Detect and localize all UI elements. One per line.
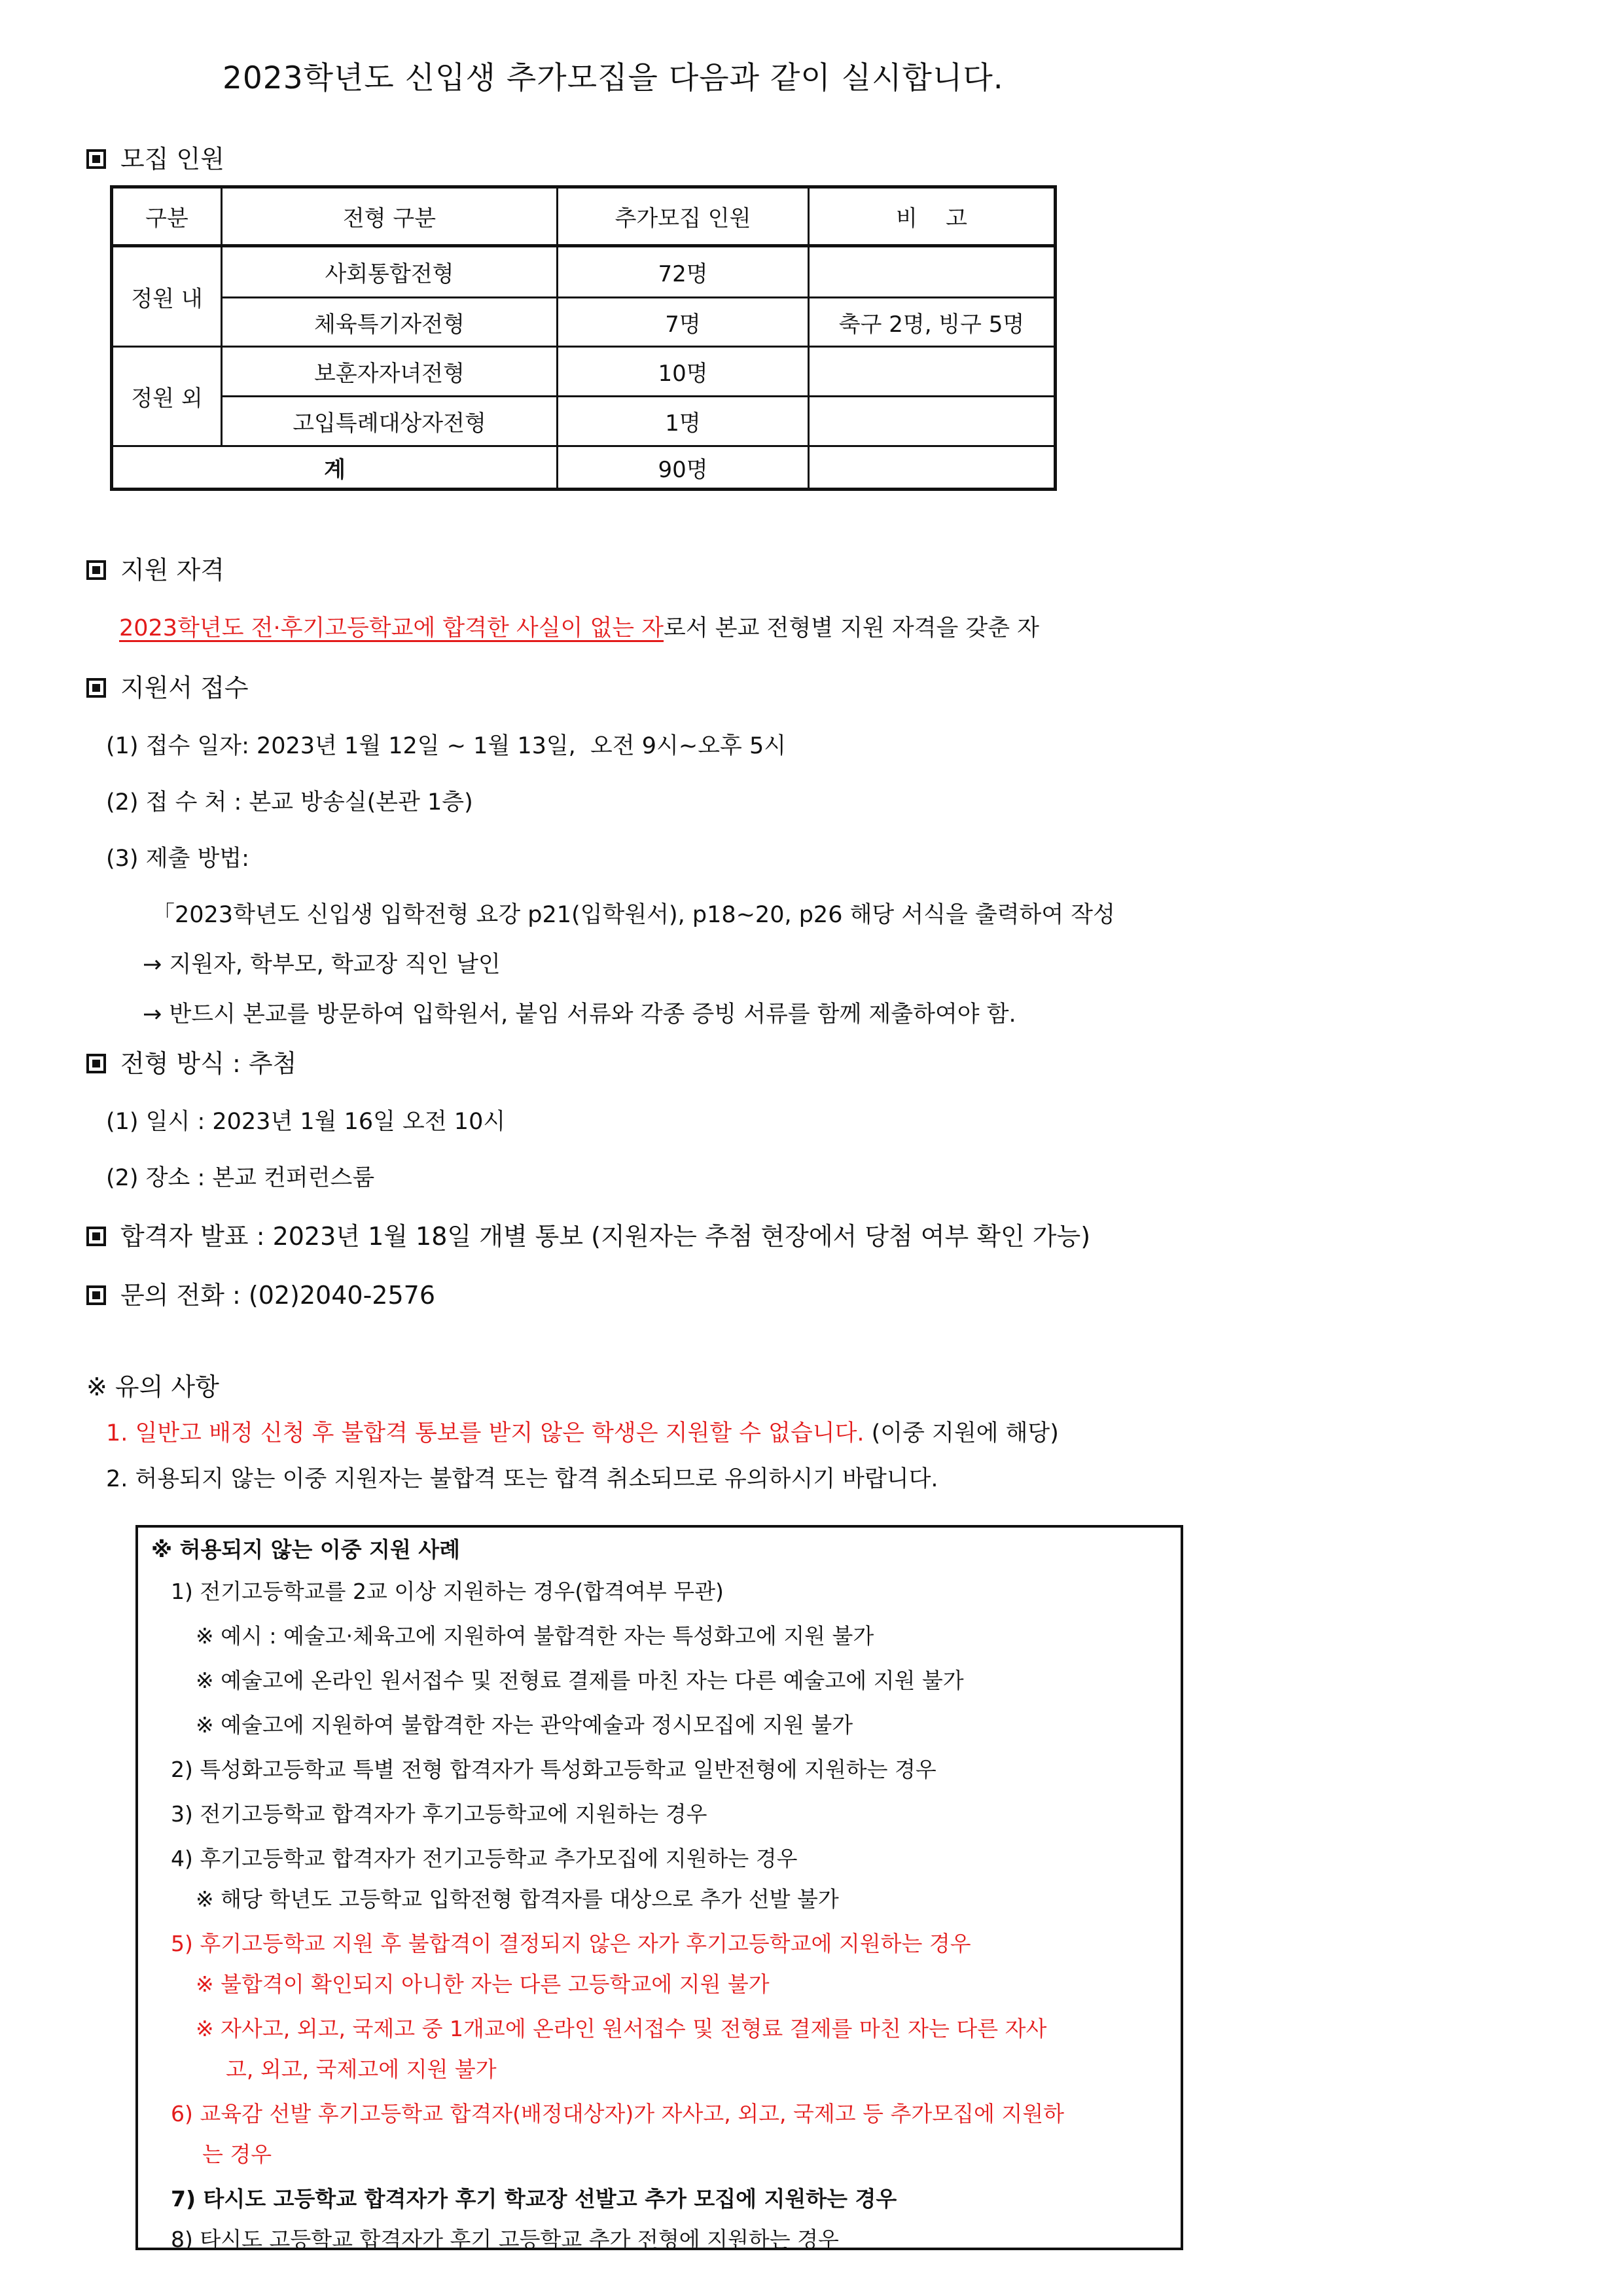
case-item: 3) 전기고등학교 합격자가 후기고등학교에 지원하는 경우 <box>171 1801 707 1827</box>
section-contact <box>86 1275 435 1311</box>
qualification-rest: 로서 본교 전형별 지원 자격을 갖춘 자 <box>664 615 1039 641</box>
table-cell: 7명 <box>665 311 701 338</box>
case-subitem: ※ 해당 학년도 고등학교 입학전형 합격자를 대상으로 추가 선발 불가 <box>196 1886 839 1912</box>
table-cell <box>810 247 1054 296</box>
group-cell-in: 정원 내 <box>131 285 203 312</box>
table-cell: 사회통합전형 <box>325 261 454 287</box>
method-item: (2) 장소 : 본교 컨퍼런스룸 <box>106 1165 375 1191</box>
table-header-cell: 구분 <box>145 206 188 232</box>
application-item: (2) 접 수 처 : 본교 방송실(본관 1층) <box>106 789 473 816</box>
total-label: 계 <box>324 456 346 483</box>
section-method <box>86 1043 296 1079</box>
square-bullet-icon <box>86 560 106 580</box>
table-cell: 10명 <box>658 361 708 387</box>
group-cell-out: 정원 외 <box>131 386 203 412</box>
square-bullet-icon <box>86 1285 106 1305</box>
case-subitem: ※ 자사고, 외고, 국제고 중 1개교에 온라인 원서접수 및 전형료 결제를 마친 자는 다른 자사 <box>196 2016 1047 2041</box>
square-bullet-icon <box>86 1227 106 1246</box>
case-item: 2) 특성화고등학교 특별 전형 합격자가 특성화고등학교 일반전형에 지원하는 경우 <box>171 1757 936 1782</box>
section-heading: 지원서 접수 <box>120 673 249 702</box>
table-header-cell: 추가모집 인원 <box>615 206 751 232</box>
section-recruit <box>86 139 224 175</box>
page-title: 2023학년도 신입생 추가모집을 다음과 같이 실시합니다. <box>223 60 1004 96</box>
application-subitem: 「2023학년도 신입생 입학전형 요강 p21(입학원서), p18~20, p26 해당 서식을 출력하여 작성 <box>152 902 1115 928</box>
note-2: 2. 허용되지 않는 이중 지원자는 불합격 또는 합격 취소되므로 유의하시기 바랍니다. <box>106 1466 938 1492</box>
cases-title: ※ 허용되지 않는 이중 지원 사례 <box>151 1537 461 1562</box>
table-cell: 체육특기자전형 <box>314 311 465 338</box>
section-heading: 전형 방식 : 추첨 <box>120 1049 297 1078</box>
note-1 <box>106 1415 1059 1448</box>
application-subitem: → 반드시 본교를 방문하여 입학원서, 붙임 서류와 각종 증빙 서류를 함께 제출하여야 함. <box>143 1001 1016 1028</box>
section-announce <box>86 1216 1090 1252</box>
table-cell: 고입특례대상자전형 <box>293 410 486 437</box>
case-subitem: ※ 예술고에 지원하여 불합격한 자는 관악예술과 정시모집에 지원 불가 <box>196 1712 853 1738</box>
section-qualification <box>86 550 224 586</box>
case-item: 6) 교육감 선발 후기고등학교 합격자(배정대상자)가 자사고, 외고, 국제고 등 추가모집에 지원하 <box>171 2101 1064 2126</box>
square-bullet-icon <box>86 678 106 698</box>
qualification-emphasis: 2023학년도 전·후기고등학교에 합격한 사실이 없는 자 <box>119 615 664 641</box>
section-heading: 모집 인원 <box>120 145 224 173</box>
table-header-cell: 전형 구분 <box>342 206 437 232</box>
case-item-cont: 는 경우 <box>202 2142 272 2167</box>
note-1-emphasis: 1. 일반고 배정 신청 후 불합격 통보를 받지 않은 학생은 지원할 수 없습니다. <box>106 1420 865 1446</box>
qualification-text <box>119 610 1039 643</box>
table-cell: 보훈자자녀전형 <box>314 361 465 387</box>
application-subitem: → 지원자, 학부모, 학교장 직인 날인 <box>143 952 501 978</box>
table-cell: 72명 <box>658 261 708 287</box>
table-cell <box>810 348 1054 395</box>
table-cell: 1명 <box>665 410 701 437</box>
square-bullet-icon <box>86 149 106 169</box>
case-item: 8) 타시도 고등학교 합격자가 후기 고등학교 추가 전형에 지원하는 경우 <box>171 2227 839 2252</box>
table-cell <box>810 397 1054 445</box>
section-application <box>86 668 249 704</box>
note-1-rest: (이중 지원에 해당) <box>864 1420 1059 1446</box>
case-subitem: ※ 예술고에 온라인 원서접수 및 전형료 결제를 마친 자는 다른 예술고에 지원 불가 <box>196 1668 964 1693</box>
notes-heading: ※ 유의 사항 <box>86 1372 219 1401</box>
table-header-cell: 비 고 <box>896 206 967 232</box>
case-item: 7) 타시도 고등학교 합격자가 후기 학교장 선발고 추가 모집에 지원하는 경우 <box>171 2186 897 2212</box>
case-item: 5) 후기고등학교 지원 후 불합격이 결정되지 않은 자가 후기고등학교에 지원하는 경우 <box>171 1931 971 1956</box>
section-heading: 문의 전화 : (02)2040-2576 <box>120 1281 436 1310</box>
case-item: 4) 후기고등학교 합격자가 전기고등학교 추가모집에 지원하는 경우 <box>171 1846 798 1871</box>
section-heading: 지원 자격 <box>120 556 224 584</box>
case-subitem-cont: 고, 외고, 국제고에 지원 불가 <box>226 2056 497 2082</box>
application-item: (3) 제출 방법: <box>106 846 249 872</box>
recruit-table <box>110 185 1057 491</box>
total-count: 90명 <box>658 456 708 483</box>
case-subitem: ※ 예시 : 예술고·체육고에 지원하여 불합격한 자는 특성화고에 지원 불가 <box>196 1623 874 1649</box>
method-item: (1) 일시 : 2023년 1월 16일 오전 10시 <box>106 1109 506 1135</box>
application-item: (1) 접수 일자: 2023년 1월 12일 ~ 1월 13일, 오전 9시~오후 5시 <box>106 733 787 759</box>
table-cell: 축구 2명, 빙구 5명 <box>838 311 1025 338</box>
square-bullet-icon <box>86 1054 106 1073</box>
case-item: 1) 전기고등학교를 2교 이상 지원하는 경우(합격여부 무관) <box>171 1579 724 1604</box>
case-subitem: ※ 불합격이 확인되지 아니한 자는 다른 고등학교에 지원 불가 <box>196 1971 770 1997</box>
dual-application-cases-box <box>135 1525 1183 2250</box>
section-heading: 합격자 발표 : 2023년 1월 18일 개별 통보 (지원자는 추첨 현장에서 당첨 여부 확인 가능) <box>120 1222 1091 1251</box>
